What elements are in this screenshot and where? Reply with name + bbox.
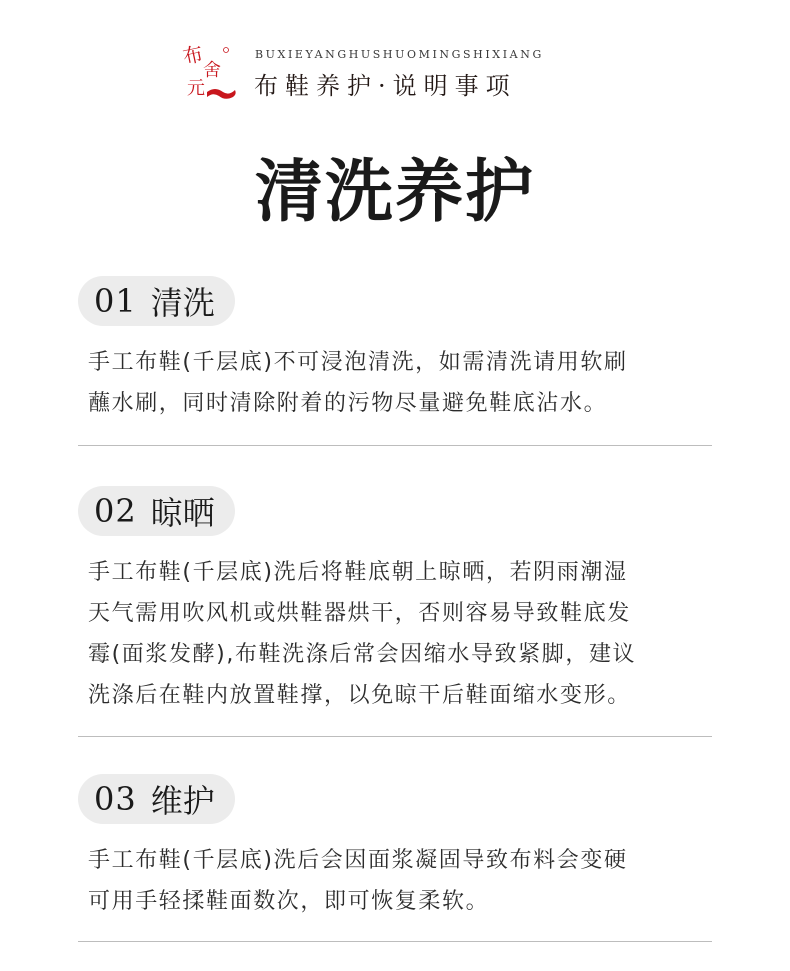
- section-divider: [78, 736, 712, 737]
- body-line: 天气需用吹风机或烘鞋器烘干，否则容易导致鞋底发: [88, 601, 631, 626]
- section-divider: [78, 941, 712, 942]
- section-number: 02: [94, 492, 137, 530]
- section-body: [88, 342, 708, 424]
- body-line: 蘸水刷，同时清除附着的污物尽量避免鞋底沾水。: [88, 391, 608, 416]
- section-dry: [78, 486, 712, 738]
- svg-text:舍: 舍: [203, 60, 221, 81]
- header-subtitle: 布鞋养护·说明事项: [254, 72, 517, 100]
- section-heading: 清洗: [150, 284, 215, 322]
- section-heading-pill: [78, 486, 235, 536]
- section-clean: [78, 276, 712, 446]
- body-line: 手工布鞋(千层底)不可浸泡清洗，如需清洗请用软刷: [88, 350, 628, 375]
- section-heading-pill: [78, 774, 235, 824]
- brand-seal-icon: [177, 38, 243, 104]
- section-heading-pill: [78, 276, 235, 326]
- body-line: 洗涤后在鞋内放置鞋撑，以免晾干后鞋面缩水变形。: [88, 683, 631, 708]
- body-line: 手工布鞋(千层底)洗后将鞋底朝上晾晒，若阴雨潮湿: [88, 560, 628, 585]
- section-heading: 维护: [150, 782, 215, 820]
- body-line: 霉(面浆发酵),布鞋洗涤后常会因缩水导致紧脚，建议: [88, 642, 637, 667]
- section-number: 01: [94, 282, 137, 320]
- section-body: [88, 840, 708, 922]
- svg-text:元: 元: [187, 78, 205, 99]
- svg-text:布: 布: [180, 41, 206, 69]
- section-number: 03: [94, 780, 137, 818]
- section-maintain: [78, 774, 712, 944]
- header: [0, 0, 790, 110]
- body-line: 手工布鞋(千层底)洗后会因面浆凝固导致布料会变硬: [88, 848, 628, 873]
- header-pinyin: BUXIEYANGHUSHUOMINGSHIXIANG: [255, 48, 544, 61]
- body-line: 可用手轻揉鞋面数次，即可恢复柔软。: [88, 889, 490, 914]
- section-body: [88, 552, 708, 716]
- brand-logo: [177, 38, 243, 104]
- page-title: 清洗养护: [254, 152, 535, 232]
- section-divider: [78, 445, 712, 446]
- section-heading: 晾晒: [150, 494, 215, 532]
